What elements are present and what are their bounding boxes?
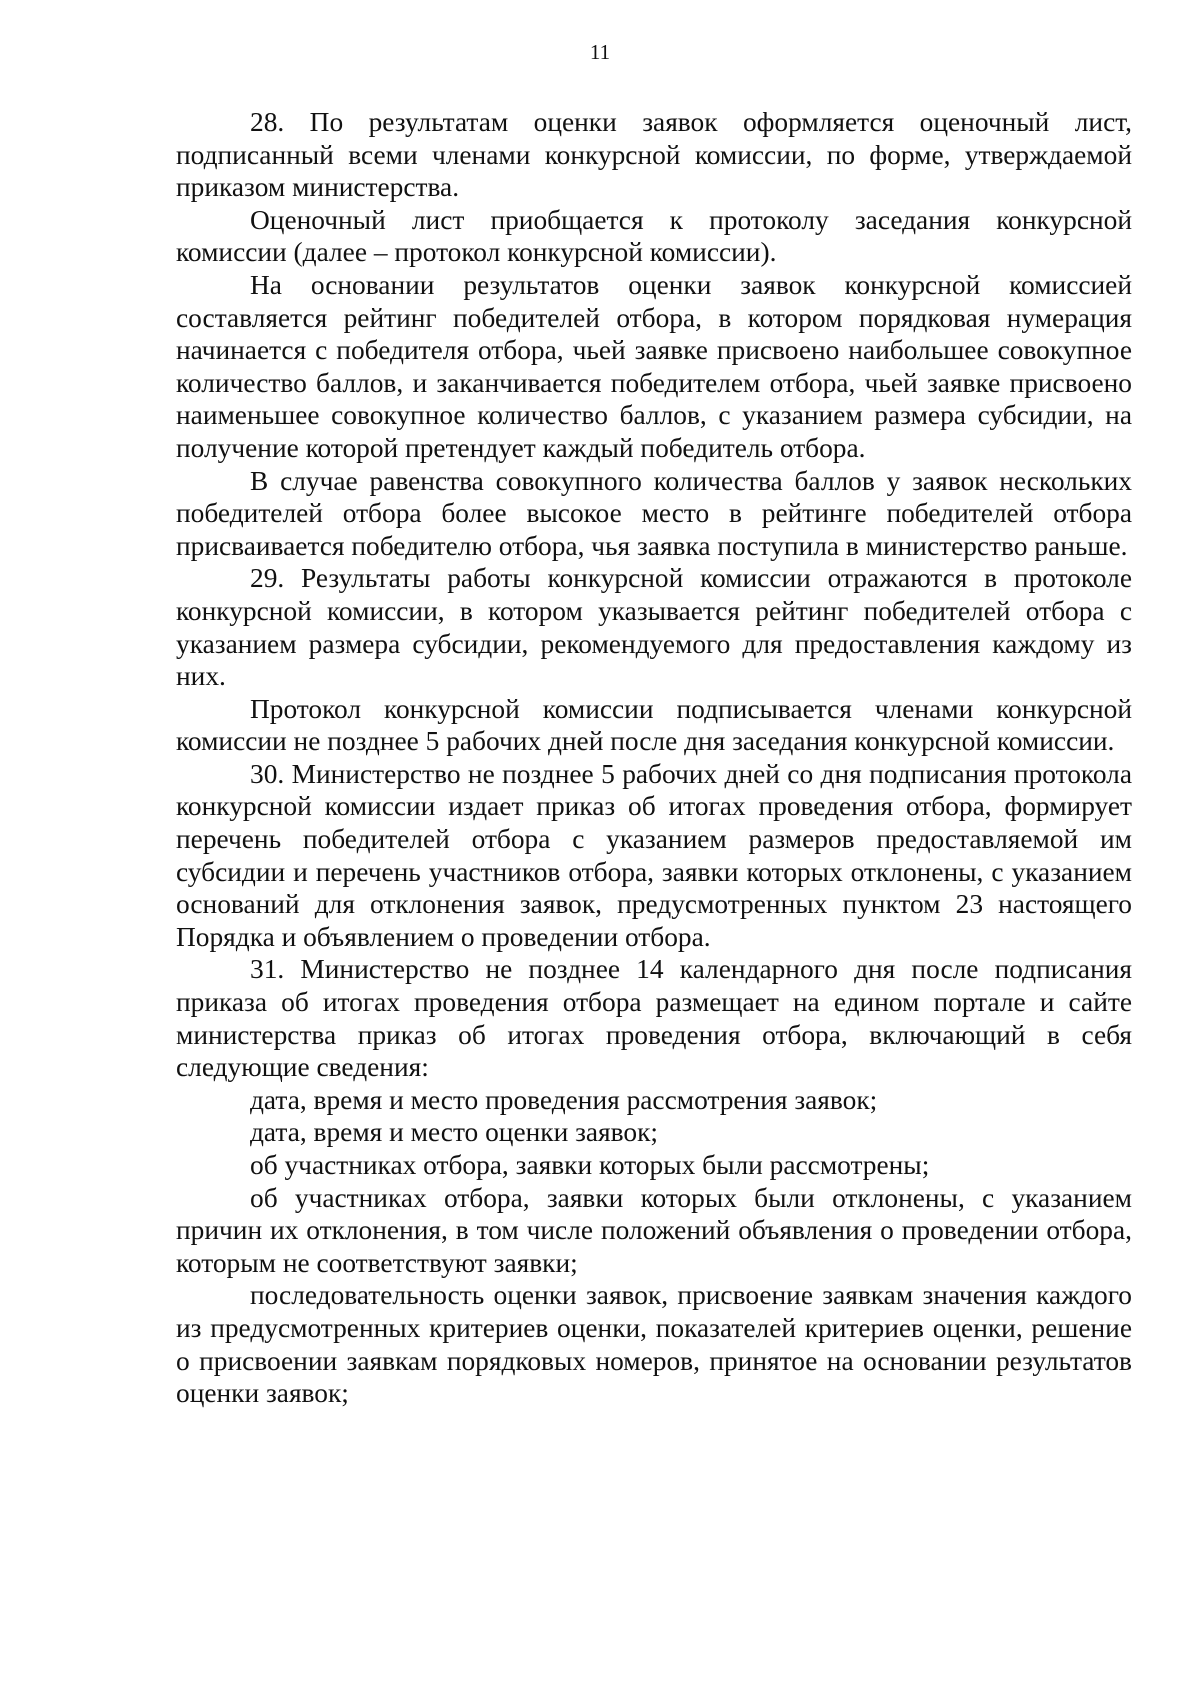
list-item: дата, время и место оценки заявок; [250,1117,659,1148]
paragraph-30: 30. Министерство не позднее 5 рабочих дней со дня подписания протокола конкурсной комиссии издает приказ об итогах проведения отбора, формирует перечень победителей отбора с указанием размеров предоставляемой им субсидии и перечень участников отбора, заявки которых отклонены, с указанием оснований для отклонения заявок, предусмотренных пунктом 23 настоящего Порядка и объявлением о проведении отбора. [176,758,1132,952]
paragraph-28: 28. По результатам оценки заявок оформляется оценочный лист, подписанный всеми членами конкурсной комиссии, по форме, утверждаемой приказом министерства. [176,107,1132,203]
list-item: дата, время и место проведения рассмотрения заявок; [250,1084,878,1115]
paragraph-protocol-signing: Протокол конкурсной комиссии подписывается членами конкурсной комиссии не позднее 5 рабочих дней после дня заседания конкурсной комиссии. [176,693,1132,757]
page-number: 11 [589,40,611,64]
paragraph-equal-scores: В случае равенства совокупного количества баллов у заявок нескольких победителей отбора более высокое место в рейтинге победителей отбора присваивается победителю отбора, чья заявка поступила в министерство раньше. [176,465,1132,561]
paragraph-29: 29. Результаты работы конкурсной комиссии отражаются в протоколе конкурсной комиссии, в котором указывается рейтинг победителей отбора с указанием размера субсидии, рекомендуемого для предоставления каждому из них. [176,563,1132,692]
list-item: об участниках отбора, заявки которых были рассмотрены; [250,1150,930,1180]
paragraph-evaluation-sheet: Оценочный лист приобщается к протоколу заседания конкурсной комиссии (далее – протокол конкурсной комиссии). [176,204,1132,268]
document-body [176,106,1132,1410]
list-item: последовательность оценки заявок, присвоение заявкам значения каждого из предусмотренных критериев оценки, показателей критериев оценки, решение о присвоении заявкам порядковых номеров, принятое на основании результатов оценки заявок; [176,1280,1132,1409]
paragraph-31: 31. Министерство не позднее 14 календарного дня после подписания приказа об итогах проведения отбора размещает на едином портале и сайте министерства приказ об итогах проведения отбора, включающий в себя следующие сведения: [176,954,1132,1083]
paragraph-rating: На основании результатов оценки заявок конкурсной комиссией составляется рейтинг победителей отбора, в котором порядковая нумерация начинается с победителя отбора, чьей заявке присвоено наибольшее совокупное количество баллов, и заканчивается победителем отбора, чьей заявке присвоено наименьшее совокупное количество баллов, с указанием размера субсидии, на получение которой претендует каждый победитель отбора. [176,269,1132,463]
list-item: об участниках отбора, заявки которых были отклонены, с указанием причин их отклонения, в том числе положений объявления о проведении отбора, которым не соответствуют заявки; [176,1182,1132,1278]
